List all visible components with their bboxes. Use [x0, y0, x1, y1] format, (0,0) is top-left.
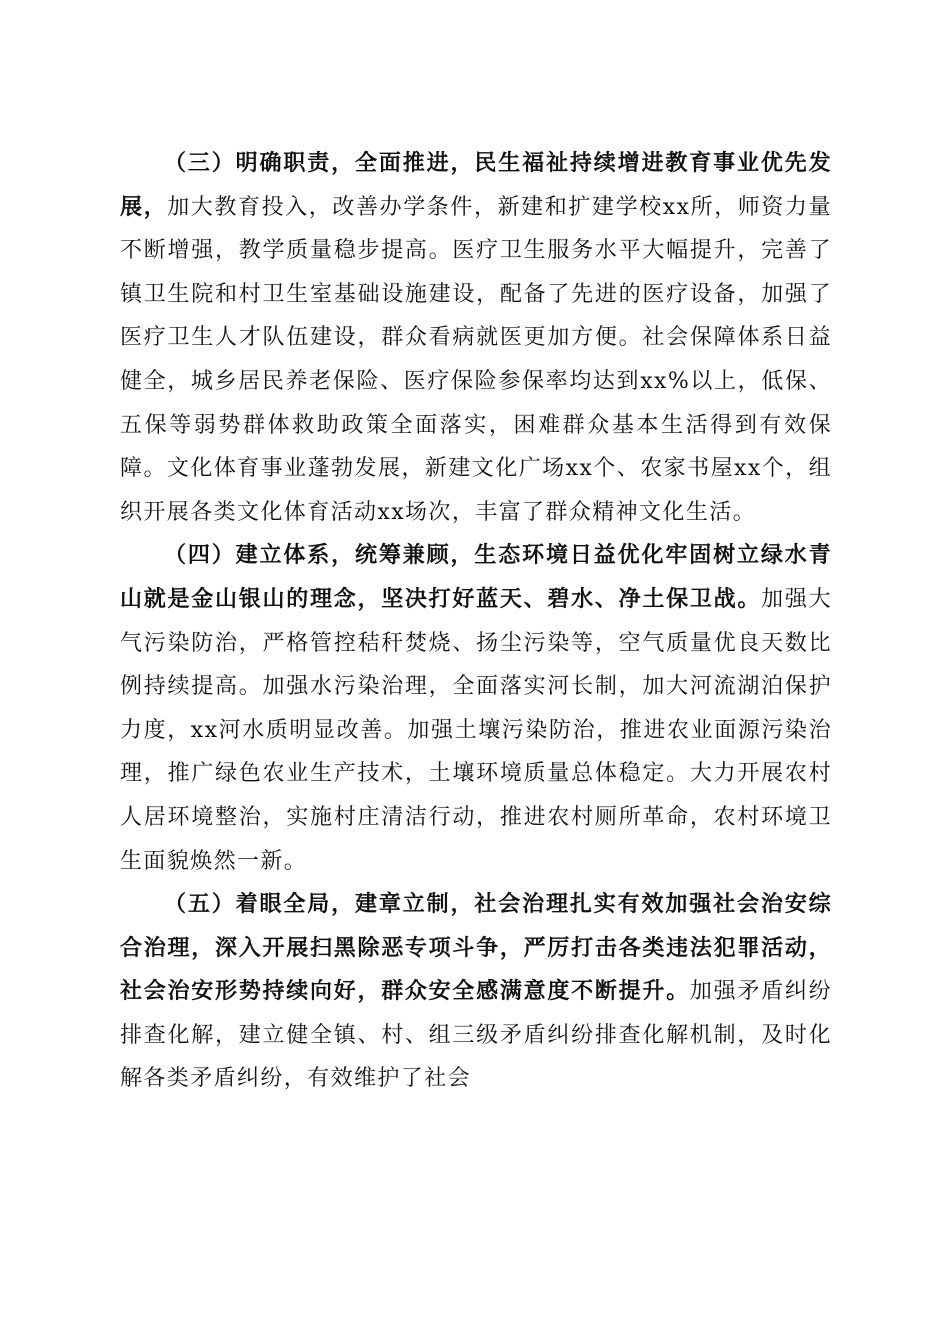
paragraph-4-text: 加强大气污染防治，严格管控秸秆焚烧、扬尘污染等，空气质量优良天数比例持续提高。加强水污染治理，全面落实河长制，加大河流湖泊保护力度，xx河水质明显改善。加强土壤污染防治，推进农业面源污染治理，推广绿色农业生产技术，土壤环境质量总体稳定。大力开展农村人居环境整治，实施村庄清洁行动，推进农村厕所革命，农村环境卫生面貌焕然一新。 [120, 586, 832, 874]
paragraph-5-text: 加强矛盾纠纷排查化解，建立健全镇、村、组三级矛盾纠纷排查化解机制，及时化解各类矛盾纠纷，有效维护了社会 [120, 979, 832, 1092]
paragraph-3-text: 加大教育投入，改善办学条件，新建和扩建学校xx所，师资力量不断增强，教学质量稳步提高。医疗卫生服务水平大幅提升，完善了镇卫生院和村卫生室基础设施建设，配备了先进的医疗设备，加强了医疗卫生人才队伍建设，群众看病就医更加方便。社会保障体系日益健全，城乡居民养老保险、医疗保险参保率均达到xx%以上，低保、五保等弱势群体救助政策全面落实，困难群众基本生活得到有效保障。文化体育事业蓬勃发展，新建文化广场xx个、农家书屋xx个，组织开展各类文化体育活动xx场次，丰富了群众精神文化生活。 [120, 194, 832, 525]
paragraph-5-heading: （五）着眼全局，建章立制，社会治理扎实有效加强社会治安综合治理，深入开展扫黑除恶专项斗争，严厉打击各类违法犯罪活动，社会治安形势持续向好，群众安全感满意度不断提升。 [120, 892, 832, 1005]
paragraph-4-heading: （四）建立体系，统筹兼顾，生态环境日益优化牢固树立绿水青山就是金山银山的理念，坚决打好蓝天、碧水、净土保卫战。 [120, 543, 832, 612]
document-body [120, 142, 832, 1101]
paragraph-3-public-welfare [120, 142, 832, 534]
paragraph-5-governance [120, 883, 832, 1101]
paragraph-3-heading: （三）明确职责，全面推进，民生福祉持续增进教育事业优先发展， [120, 151, 832, 220]
paragraph-4-ecology [120, 534, 832, 883]
